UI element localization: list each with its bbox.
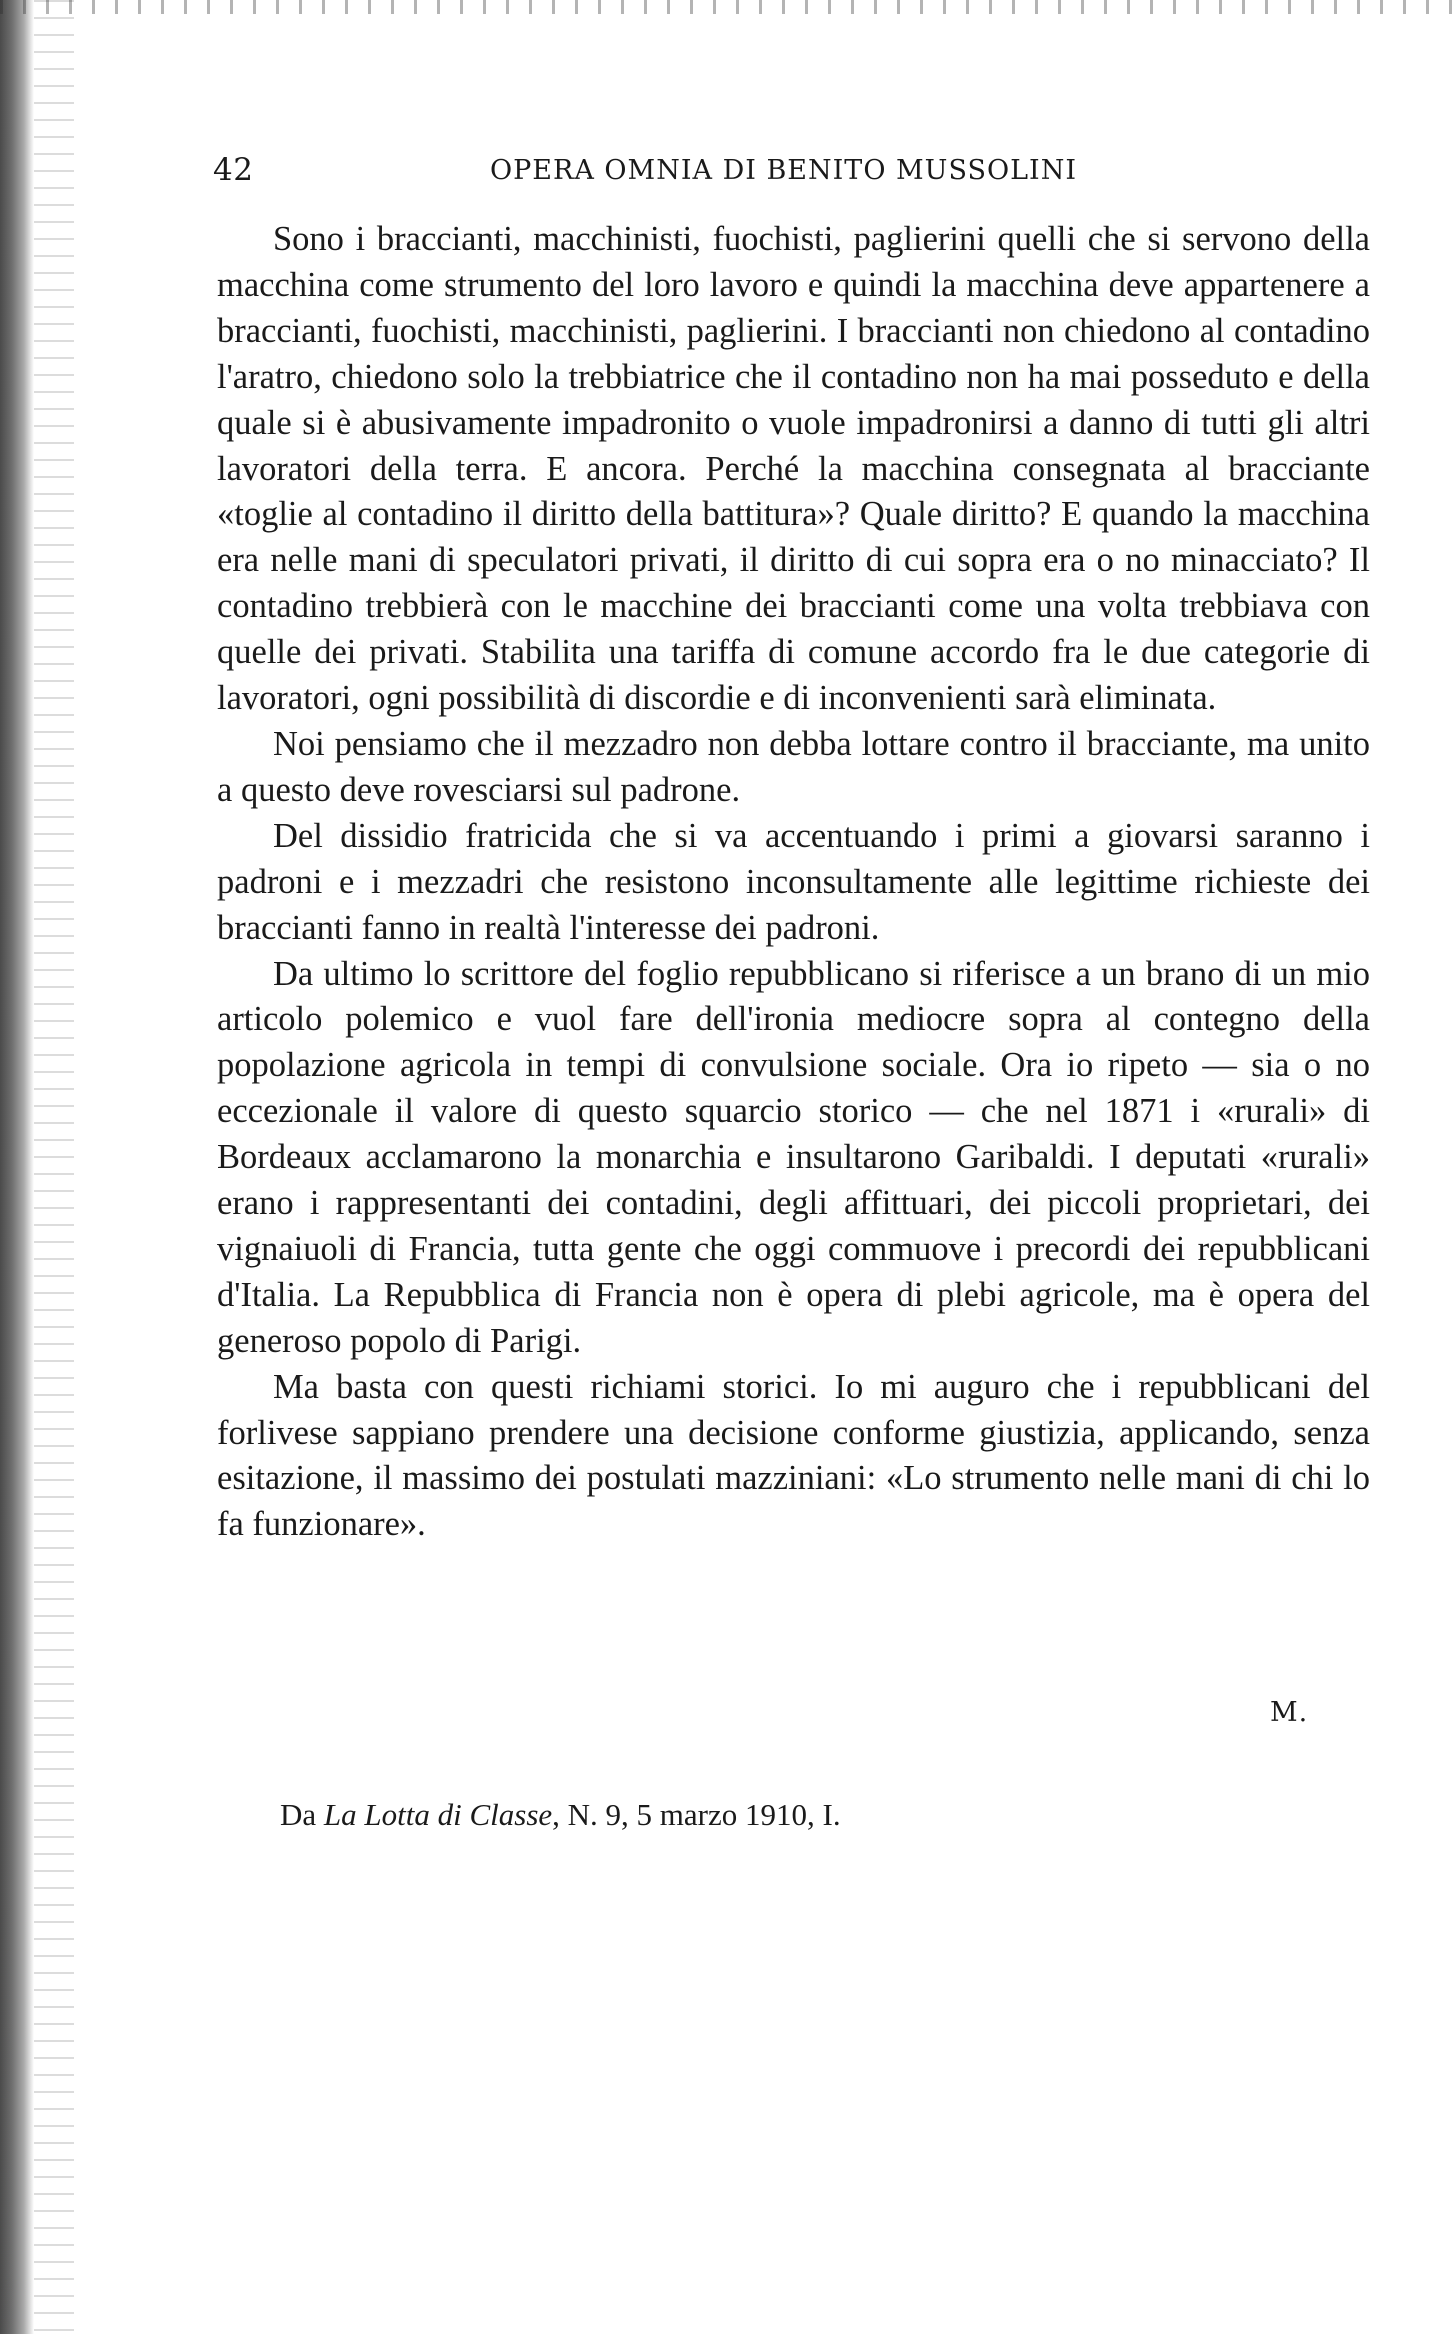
source-prefix: Da: [280, 1797, 324, 1832]
paragraph: Da ultimo lo scrittore del foglio repubblicano si riferisce a un brano di un mio articolo polemico e vuol fare dell'ironia mediocre sopra al contegno della popolazione agricola in tempi di convulsione sociale. Ora io ripeto — sia o no eccezionale il valore di questo squarcio storico — che nel 1871 i «rurali» di Bordeaux acclamarono la monarchia e insultarono Garibaldi. I deputati «rurali» erano i rappresentanti dei contadini, degli affittuari, dei piccoli proprietari, dei vignaiuoli di Francia, tutta gente che oggi commuove i precordi dei repubblicani d'Italia. La Repubblica di Francia non è opera di plebi agricole, ma è opera del generoso popolo di Parigi.: [217, 954, 1370, 1360]
scan-top-noise: [0, 0, 1456, 14]
source-citation: [280, 1797, 841, 1833]
source-suffix: , N. 9, 5 marzo 1910, I.: [552, 1797, 841, 1832]
scan-binding-shadow: [0, 0, 34, 2334]
scan-speckle: [34, 0, 74, 2334]
author-signature: M.: [1270, 1697, 1309, 1728]
paragraph: Noi pensiamo che il mezzadro non debba lottare contro il bracciante, ma unito a questo deve rovesciarsi sul padrone.: [217, 724, 1370, 809]
source-journal: La Lotta di Classe: [323, 1797, 553, 1832]
paragraph: Sono i braccianti, macchinisti, fuochisti, paglierini quelli che si servono della macchina come strumento del loro lavoro e quindi la macchina deve appartenere a braccianti, fuochisti, macchinisti, paglierini. I braccianti non chiedono al contadino l'aratro, chiedono solo la trebbiatrice che il contadino non ha mai posseduto e della quale si è abusivamente impadronito o vuole impadronirsi a danno di tutti gli altri lavoratori della terra. E ancora. Perché la macchina consegnata al bracciante «toglie al contadino il diritto della battitura»? Quale diritto? E quando la macchina era nelle mani di speculatori privati, il diritto di cui sopra era o no minacciato? Il contadino trebbierà con le macchine dei braccianti come una volta trebbiava con quelle dei privati. Stabilita una tariffa di comune accordo fra le due categorie di lavoratori, ogni possibilità di discordie e di inconvenienti sarà eliminata.: [217, 220, 1370, 718]
body-text: [217, 217, 1370, 1548]
page-header: [213, 152, 1373, 200]
paragraph: Ma basta con questi richiami storici. Io mi auguro che i repubblicani del forlivese sappiano prendere una decisione conforme giustizia, applicando, senza esitazione, il massimo dei postulati mazziniani: «Lo strumento nelle mani di chi lo fa funzionare».: [217, 1367, 1370, 1544]
running-head: OPERA OMNIA DI BENITO MUSSOLINI: [490, 155, 1077, 186]
paragraph: Del dissidio fratricida che si va accentuando i primi a giovarsi saranno i padroni e i mezzadri che resistono inconsultamente alle legittime richieste dei braccianti fanno in realtà l'interesse dei padroni.: [217, 816, 1370, 947]
page-number: 42: [213, 152, 254, 188]
